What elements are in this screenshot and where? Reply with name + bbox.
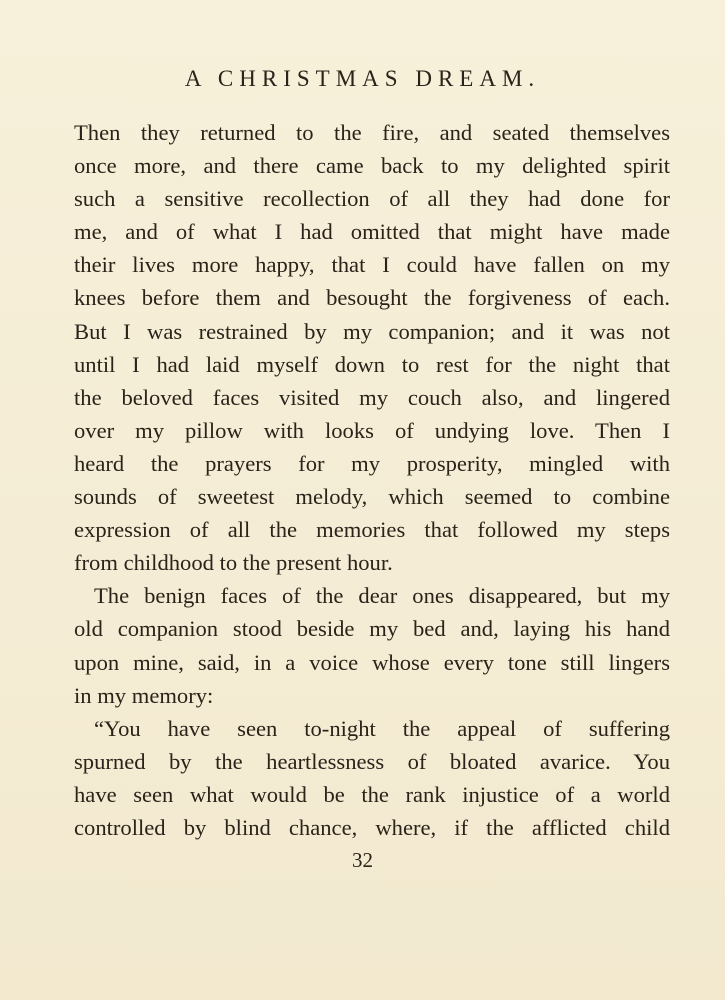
- text-line: “You have seen to-night the appeal of suffering: [94, 715, 670, 741]
- text-line: upon mine, said, in a voice whose every tone still lingers: [74, 649, 670, 675]
- text-line: from childhood to the present hour.: [74, 550, 393, 576]
- text-line: sounds of sweetest melody, which seemed to combine: [74, 484, 670, 510]
- text-line: over my pillow with looks of undying love. Then I: [74, 417, 670, 443]
- text-line: old companion stood beside my bed and, laying his hand: [74, 616, 670, 642]
- text-line: But I was restrained by my companion; and it was not: [74, 318, 670, 344]
- text-line: until I had laid myself down to rest for the night that: [74, 351, 670, 377]
- text-line: their lives more happy, that I could have fallen on my: [74, 252, 670, 278]
- text-line: knees before them and besought the forgiveness of each.: [74, 285, 670, 311]
- text-line: spurned by the heartlessness of bloated avarice. You: [74, 748, 670, 774]
- text-line: me, and of what I had omitted that might have made: [74, 219, 670, 245]
- text-line: The benign faces of the dear ones disappeared, but my: [94, 583, 670, 609]
- text-line: in my memory:: [74, 682, 214, 708]
- text-line: expression of all the memories that followed my steps: [74, 517, 670, 543]
- text-line: once more, and there came back to my delighted spirit: [74, 153, 670, 179]
- text-line: such a sensitive recollection of all they had done for: [74, 186, 670, 212]
- text-line: the beloved faces visited my couch also, and lingered: [74, 384, 670, 410]
- text-line: Then they returned to the fire, and seated themselves: [74, 120, 670, 145]
- text-line: heard the prayers for my prosperity, mingled with: [74, 450, 670, 476]
- text-line: controlled by blind chance, where, if the afflicted child: [74, 814, 670, 840]
- text-line: have seen what would be the rank injustice of a world: [74, 781, 670, 807]
- page-number: 32: [352, 848, 373, 872]
- running-head: A CHRISTMAS DREAM.: [184, 66, 541, 91]
- body-text: [74, 116, 670, 844]
